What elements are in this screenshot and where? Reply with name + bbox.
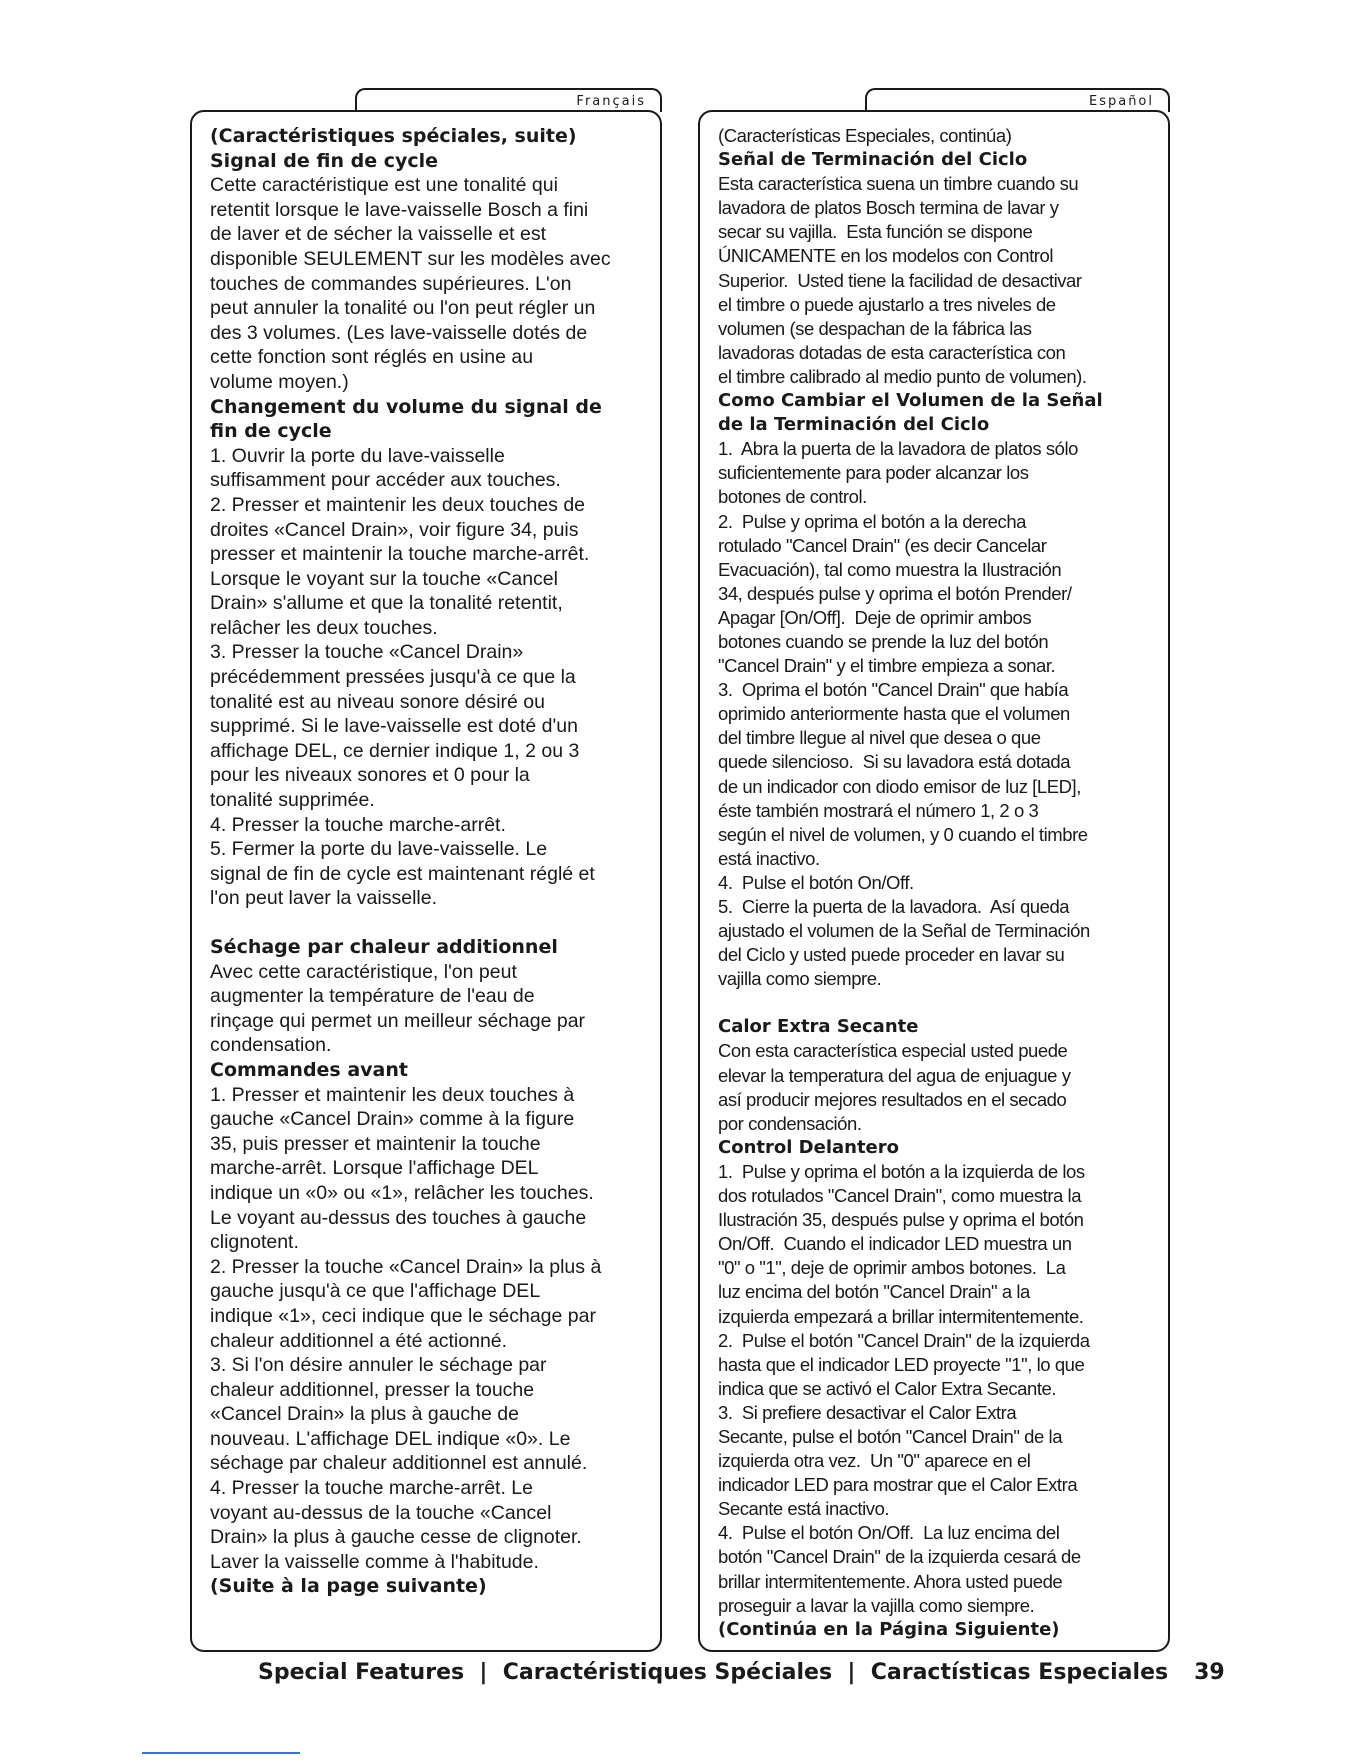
text-line: el timbre o puede ajustarlo a tres niveles de [718, 293, 1056, 315]
text-line: lavadora de platos Bosch termina de lavar y [718, 197, 1059, 219]
text-line: dos rotulados "Cancel Drain", como muestra la [718, 1185, 1082, 1207]
text-line: condensation. [210, 1034, 332, 1057]
section-heading: Signal de fin de cycle [210, 149, 439, 172]
text-line: 35, puis presser et maintenir la touche [210, 1132, 541, 1155]
section-heading: Séchage par chaleur additionnel [210, 936, 558, 958]
section-heading: Control Delantero [718, 1136, 900, 1158]
text-line: Apagar [On/Off]. Deje de oprimir ambos [718, 606, 1032, 628]
text-line: marche-arrêt. Lorsque l'affichage DEL [210, 1157, 539, 1180]
text-line: gauche «Cancel Drain» comme à la figure [210, 1108, 575, 1131]
text-line: 3. Si prefiere desactivar el Calor Extra [718, 1401, 1017, 1423]
section-heading: (Continúa en la Página Siguiente) [718, 1618, 1060, 1640]
text-line: vajilla como siempre. [718, 968, 882, 990]
text-line: está inactivo. [718, 847, 820, 869]
text-line: el timbre calibrado al medio punto de volumen). [718, 365, 1087, 387]
footer-section-title: Special Features | Caractéristiques Spéciales | Caractísticas Especiales [258, 1660, 1169, 1685]
text-line: según el nivel de volumen, y 0 cuando el timbre [718, 823, 1088, 845]
section-heading: Calor Extra Secante [718, 1016, 919, 1038]
text-line: Drain» s'allume et que la tonalité retentit, [210, 592, 563, 615]
text-line: quede silencioso. Si su lavadora está dotada [718, 751, 1071, 773]
text-line: voyant au-dessus de la touche «Cancel [210, 1501, 552, 1524]
text-line: Avec cette caractéristique, l'on peut [210, 960, 517, 983]
text-line: del Ciclo y usted puede proceder en lavar su [718, 944, 1065, 966]
text-line: cette fonction sont réglés en usine au [210, 346, 534, 369]
text-line: presser et maintenir la touche marche-arrêt. [210, 543, 590, 566]
text-line: proseguir a lavar la vajilla como siempre. [718, 1594, 1035, 1616]
paragraph-gap [210, 911, 660, 935]
text-line: por condensación. [718, 1112, 862, 1134]
text-line: "0" o "1", deje de oprimir ambos botones. La [718, 1257, 1066, 1279]
text-line: indica que se activó el Calor Extra Secante. [718, 1377, 1057, 1399]
text-line: clignotent. [210, 1231, 299, 1254]
text-line: peut annuler la tonalité ou l'on peut régler un [210, 297, 596, 320]
text-line: Laver la vaisselle comme à l'habitude. [210, 1550, 539, 1573]
text-line: ÚNICAMENTE en los modelos con Control [718, 245, 1053, 267]
section-heading: Como Cambiar el Volumen de la Señal [718, 390, 1103, 412]
text-line: 1. Abra la puerta de la lavadora de platos sólo [718, 438, 1078, 460]
section-heading: (Suite à la page suivante) [210, 1575, 487, 1598]
text-line: 4. Presser la touche marche-arrêt. Le [210, 1477, 533, 1500]
text-line: Le voyant au-dessus des touches à gauche [210, 1206, 587, 1229]
text-line: rotulado "Cancel Drain" (es decir Cancelar [718, 534, 1047, 556]
text-line: (Características Especiales, continúa) [718, 125, 1012, 146]
text-line: 4. Pulse el botón On/Off. La luz encima del [718, 1522, 1060, 1544]
text-line: Lorsque le voyant sur la touche «Cancel [210, 567, 558, 590]
text-line: izquierda empezará a brillar intermitentemente. [718, 1305, 1084, 1327]
text-line: Esta característica suena un timbre cuando su [718, 173, 1079, 195]
text-line: droites «Cancel Drain», voir figure 34, puis [210, 518, 579, 541]
text-line: 4. Presser la touche marche-arrêt. [210, 813, 506, 836]
text-line: 1. Pulse y oprima el botón a la izquierda de los [718, 1160, 1085, 1182]
text-line: 2. Presser la touche «Cancel Drain» la plus à [210, 1255, 602, 1278]
text-line: signal de fin de cycle est maintenant réglé et [210, 862, 595, 885]
text-line: Cette caractéristique est une tonalité qui [210, 174, 558, 197]
text-line: botón "Cancel Drain" de la izquierda cesará de [718, 1546, 1081, 1568]
text-line: relâcher les deux touches. [210, 616, 438, 639]
text-line: séchage par chaleur additionnel est annulé. [210, 1452, 588, 1475]
text-line: "Cancel Drain" y el timbre empieza a sonar. [718, 655, 1056, 677]
text-line: Secante está inactivo. [718, 1498, 890, 1520]
text-line: volume moyen.) [210, 370, 349, 393]
text-line: pour les niveaux sonores et 0 pour la [210, 764, 530, 787]
text-line: 1. Ouvrir la porte du lave-vaisselle [210, 444, 505, 467]
text-line: del timbre llegue al nivel que desea o que [718, 727, 1041, 749]
text-line: augmenter la température de l'eau de [210, 985, 535, 1008]
text-line: disponible SEULEMENT sur les modèles avec [210, 247, 611, 270]
section-heading: Changement du volume du signal de [210, 395, 602, 418]
text-line: 2. Presser et maintenir les deux touches de [210, 493, 586, 516]
text-line: supprimé. Si le lave-vaisselle est doté d'un [210, 715, 578, 738]
text-line: luz encima del botón "Cancel Drain" a la [718, 1281, 1030, 1303]
text-line: 2. Pulse y oprima el botón a la derecha [718, 510, 1026, 532]
text-line: izquierda otra vez. Un "0" aparece en el [718, 1450, 1031, 1472]
text-line: gauche jusqu'à ce que l'affichage DEL [210, 1280, 541, 1303]
section-heading: fin de cycle [210, 420, 332, 443]
text-line: 5. Fermer la porte du lave-vaisselle. Le [210, 838, 548, 861]
section-heading: Commandes avant [210, 1058, 408, 1081]
text-line: 34, después pulse y oprima el botón Prender/ [718, 582, 1072, 604]
text-line: tonalité supprimée. [210, 789, 375, 812]
french-tab: Français [355, 88, 662, 112]
page-number: 39 [1194, 1660, 1225, 1685]
text-line: así producir mejores resultados en el secado [718, 1088, 1067, 1110]
french-column [190, 110, 662, 1652]
text-line: brillar intermitentemente. Ahora usted puede [718, 1570, 1063, 1592]
section-heading: Señal de Terminación del Ciclo [718, 149, 1028, 171]
text-line: chaleur additionnel, presser la touche [210, 1378, 535, 1401]
text-line: hasta que el indicador LED proyecte "1", lo que [718, 1353, 1085, 1375]
text-line: Secante, pulse el botón "Cancel Drain" de la [718, 1425, 1063, 1447]
text-line: botones cuando se prende la luz del botón [718, 630, 1049, 652]
text-line: Con esta característica especial usted puede [718, 1040, 1068, 1062]
text-line: retentit lorsque le lave-vaisselle Bosch a fini [210, 198, 589, 221]
text-line: des 3 volumes. (Les lave-vaisselle dotés de [210, 321, 588, 344]
text-line: tonalité est au niveau sonore désiré ou [210, 690, 545, 713]
text-line: Ilustración 35, después pulse y oprima el botón [718, 1209, 1084, 1231]
section-heading: (Caractéristiques spéciales, suite) [210, 125, 577, 147]
text-line: de un indicador con diodo emisor de luz [LED], [718, 775, 1081, 797]
text-line: chaleur additionnel a été actionné. [210, 1329, 508, 1352]
text-line: l'on peut laver la vaisselle. [210, 887, 438, 910]
text-line: Superior. Usted tiene la facilidad de desactivar [718, 269, 1082, 291]
spanish-tab: Español [865, 88, 1170, 112]
paragraph-gap [718, 991, 1168, 1015]
text-line: éste también mostrará el número 1, 2 o 3 [718, 799, 1039, 821]
text-line: Evacuación), tal como muestra la Ilustración [718, 558, 1062, 580]
text-line: On/Off. Cuando el indicador LED muestra un [718, 1233, 1072, 1255]
text-line: affichage DEL, ce dernier indique 1, 2 ou 3 [210, 739, 580, 762]
footnote-rule [142, 1752, 300, 1754]
text-line: 1. Presser et maintenir les deux touches à [210, 1083, 575, 1106]
text-line: volumen (se despachan de la fábrica las [718, 317, 1032, 339]
text-line: nouveau. L'affichage DEL indique «0». Le [210, 1427, 571, 1450]
text-line: botones de control. [718, 486, 867, 508]
text-line: suffisamment pour accéder aux touches. [210, 469, 561, 492]
text-line: 3. Presser la touche «Cancel Drain» [210, 641, 524, 664]
text-line: ajustado el volumen de la Señal de Terminación [718, 920, 1090, 942]
text-line: précédemment pressées jusqu'à ce que la [210, 666, 576, 689]
text-line: 2. Pulse el botón "Cancel Drain" de la izquierda [718, 1329, 1090, 1351]
text-line: indique un «0» ou «1», relâcher les touches. [210, 1181, 594, 1204]
text-line: 4. Pulse el botón On/Off. [718, 871, 914, 893]
text-line: 3. Si l'on désire annuler le séchage par [210, 1354, 547, 1377]
spanish-column [698, 110, 1170, 1652]
page-footer [258, 1660, 1225, 1685]
text-line: rinçage qui permet un meilleur séchage par [210, 1009, 586, 1032]
text-line: indicador LED para mostrar que el Calor Extra [718, 1474, 1078, 1496]
text-line: secar su vajilla. Esta función se dispone [718, 221, 1033, 243]
text-line: «Cancel Drain» la plus à gauche de [210, 1403, 519, 1426]
text-line: elevar la temperatura del agua de enjuague y [718, 1064, 1071, 1086]
text-line: touches de commandes supérieures. L'on [210, 272, 572, 295]
text-line: indique «1», ceci indique que le séchage par [210, 1304, 596, 1327]
text-line: suficientemente para poder alcanzar los [718, 462, 1029, 484]
text-line: Drain» la plus à gauche cesse de clignoter. [210, 1526, 582, 1549]
text-line: lavadoras dotadas de esta característica con [718, 341, 1066, 363]
text-line: 5. Cierre la puerta de la lavadora. Así queda [718, 896, 1070, 917]
text-line: de laver et de sécher la vaisselle et est [210, 223, 547, 246]
section-heading: de la Terminación del Ciclo [718, 414, 990, 436]
text-line: 3. Oprima el botón "Cancel Drain" que había [718, 679, 1069, 701]
text-line: oprimido anteriormente hasta que el volumen [718, 703, 1070, 725]
